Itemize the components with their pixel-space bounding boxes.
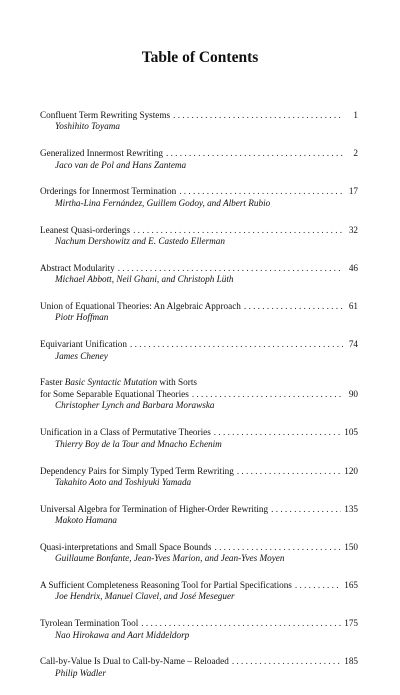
- entry-title[interactable]: Dependency Pairs for Simply Typed Term Rewriting: [40, 465, 234, 476]
- dot-leader: [271, 504, 341, 515]
- entry-page[interactable]: 175: [344, 618, 358, 629]
- dot-leader: [130, 339, 343, 350]
- entry-page[interactable]: 150: [344, 541, 358, 552]
- entry-authors: Guillaume Bonfante, Jean-Yves Marion, and Jean-Yves Moyen: [55, 553, 285, 564]
- toc-entry: [40, 504, 358, 542]
- entry-authors: Michael Abbott, Neil Ghani, and Christoph Lüth: [55, 274, 234, 285]
- entry-title[interactable]: for Some Separable Equational Theories: [40, 388, 189, 399]
- entry-authors: Thierry Boy de la Tour and Mnacho Echenim: [55, 438, 222, 449]
- entry-title[interactable]: Union of Equational Theories: An Algebraic Approach: [40, 300, 241, 311]
- toc-entry: [40, 580, 358, 618]
- entry-title[interactable]: Orderings for Innermost Termination: [40, 186, 177, 197]
- entry-page[interactable]: 17: [348, 186, 358, 197]
- dot-leader: [295, 580, 341, 591]
- entry-page[interactable]: 105: [344, 427, 358, 438]
- entry-authors: Mirtha-Lina Fernández, Guillem Godoy, and Albert Rubio: [55, 197, 271, 208]
- entry-page[interactable]: 120: [344, 465, 358, 476]
- toc-entry: [40, 263, 358, 301]
- entry-title[interactable]: Universal Algebra for Termination of Higher-Order Rewriting: [40, 503, 269, 514]
- entry-title[interactable]: Call-by-Value Is Dual to Call-by-Name – Reloaded: [40, 656, 229, 667]
- entry-authors: Nao Hirokawa and Aart Middeldorp: [55, 629, 190, 640]
- toc-entry: [40, 466, 358, 504]
- entry-page[interactable]: 185: [344, 656, 358, 667]
- entry-authors: Jaco van de Pol and Hans Zantema: [55, 159, 187, 170]
- toc-entry: [40, 377, 358, 427]
- dot-leader: [141, 618, 341, 629]
- toc-entry: [40, 110, 358, 148]
- entry-title[interactable]: A Sufficient Completeness Reasoning Tool for Partial Specifications: [40, 580, 292, 591]
- entry-title[interactable]: Leanest Quasi-orderings: [40, 224, 131, 235]
- entry-authors: Philip Wadler: [55, 667, 106, 678]
- entry-authors: Christopher Lynch and Barbara Morawska: [55, 400, 215, 411]
- toc-entry: [40, 656, 358, 694]
- entry-authors: Nachum Dershowitz and E. Castedo Ellerman: [55, 235, 225, 246]
- entry-page[interactable]: 2: [353, 148, 358, 159]
- entry-title[interactable]: Equivariant Unification: [40, 339, 127, 350]
- dot-leader: [179, 186, 343, 197]
- dot-leader: [232, 656, 341, 667]
- entry-page[interactable]: 1: [353, 110, 358, 120]
- entry-title[interactable]: Generalized Innermost Rewriting: [40, 148, 163, 159]
- page-title: Table of Contents: [141, 49, 259, 66]
- dot-leader: [166, 148, 343, 159]
- toc-entry: [40, 148, 358, 186]
- entry-title[interactable]: Unification in a Class of Permutative Theories: [40, 427, 211, 438]
- dot-leader: [133, 225, 343, 236]
- entry-page[interactable]: 46: [348, 262, 358, 273]
- dot-leader: [214, 427, 341, 438]
- toc-entry: [40, 542, 358, 580]
- toc-entry: [40, 339, 358, 377]
- entry-title[interactable]: Tyrolean Termination Tool: [40, 618, 139, 629]
- entry-page[interactable]: 74: [348, 339, 358, 350]
- entry-authors: Joe Hendrix, Manuel Clavel, and José Meseguer: [55, 591, 235, 602]
- entry-authors: Piotr Hoffman: [55, 312, 109, 323]
- dot-leader: [214, 542, 341, 553]
- entry-page[interactable]: 135: [344, 503, 358, 514]
- entry-page[interactable]: 90: [348, 388, 358, 399]
- toc-entry: [40, 301, 358, 339]
- toc-entry: [40, 618, 358, 656]
- dot-leader: [173, 110, 343, 121]
- entry-title[interactable]: Abstract Modularity: [40, 262, 115, 273]
- dot-leader: [118, 263, 343, 274]
- toc-entry: [40, 186, 358, 224]
- dot-leader: [244, 301, 343, 312]
- entry-authors: Makoto Hamana: [55, 515, 118, 526]
- entry-page[interactable]: 32: [348, 224, 358, 235]
- entry-page[interactable]: 165: [344, 580, 358, 591]
- entry-title[interactable]: Confluent Term Rewriting Systems: [40, 110, 171, 120]
- entry-page[interactable]: 61: [348, 300, 358, 311]
- entry-title[interactable]: Quasi-interpretations and Small Space Bounds: [40, 541, 212, 552]
- dot-leader: [192, 389, 343, 400]
- entry-title-line1[interactable]: Faster Basic Syntactic Mutation with Sorts: [40, 377, 197, 388]
- toc-entry: [40, 225, 358, 263]
- dot-leader: [237, 466, 341, 477]
- entry-authors: James Cheney: [55, 350, 108, 361]
- toc-entry: [40, 427, 358, 465]
- entry-authors: Yoshihito Toyama: [55, 121, 120, 132]
- entry-authors: Takahito Aoto and Toshiyuki Yamada: [55, 476, 192, 487]
